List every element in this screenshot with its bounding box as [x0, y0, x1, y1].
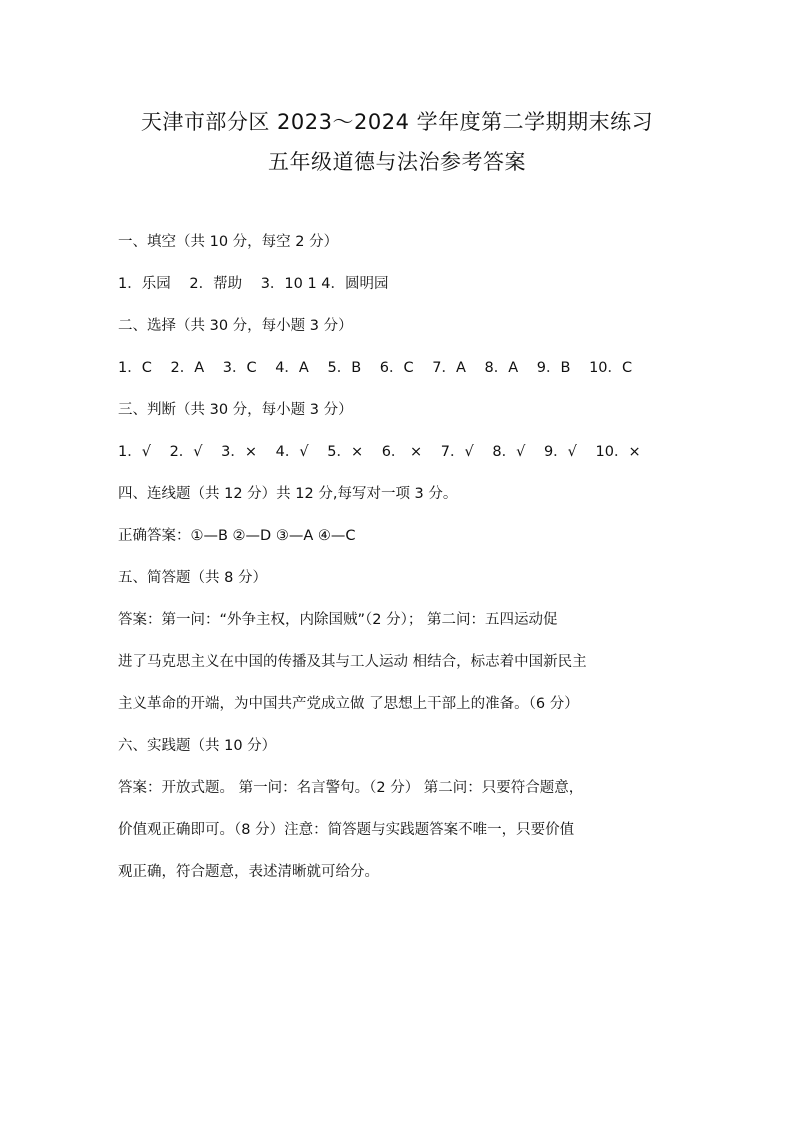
judge-answer: 7．√	[440, 444, 474, 460]
section-practice-heading: 六、实践题（共 10 分）	[118, 738, 277, 754]
choice-answer: 6．C	[379, 360, 414, 376]
choice-answer: 9．B	[536, 360, 571, 376]
choice-answer: 8．A	[484, 360, 519, 376]
short-answer-line: 答案：第一问：“外争主权，内除国贼”（2 分）； 第二问：五四运动促	[118, 612, 558, 628]
judge-answer: 6． ×	[381, 444, 423, 460]
short-answer-line: 主义革命的开端，为中国共产党成立做 了思想上干部上的准备。（6 分）	[118, 696, 579, 712]
section-matching-heading: 四、连线题（共 12 分）共 12 分,每写对一项 3 分。	[118, 486, 458, 502]
practice-answer-line: 答案：开放式题。 第一问：名言警句。（2 分） 第二问：只要符合题意，	[118, 780, 584, 796]
judge-answer: 9．√	[543, 444, 577, 460]
section-short-answer-heading: 五、简答题（共 8 分）	[118, 570, 267, 586]
section-matching-answer: 正确答案：①—B ②—D ③—A ④—C	[118, 528, 356, 544]
choice-answer: 5．B	[327, 360, 362, 376]
choice-answer: 3．C	[222, 360, 257, 376]
choice-answer: 2．A	[170, 360, 205, 376]
choice-answer: 4．A	[275, 360, 309, 376]
judge-answer: 3．×	[221, 444, 258, 460]
judge-answer: 4．√	[275, 444, 309, 460]
judge-answer: 2．√	[169, 444, 203, 460]
short-answer-line: 进了马克思主义在中国的传播及其与工人运动 相结合，标志着中国新民主	[118, 654, 587, 670]
document-subtitle: 五年级道德与法治参考答案	[268, 150, 526, 174]
fill-answer: 2．帮助	[189, 276, 243, 292]
section-fill-answers	[118, 270, 698, 312]
choice-answer: 1．C	[118, 360, 152, 376]
practice-answer-line: 价值观正确即可。（8 分）注意：简答题与实践题答案不唯一，只要价值	[118, 822, 575, 838]
judge-answer: 5．×	[327, 444, 364, 460]
choice-answer: 10．C	[589, 360, 633, 376]
practice-answer-line: 观正确，符合题意，表述清晰就可给分。	[118, 864, 379, 880]
choice-answer: 7．A	[432, 360, 466, 376]
fill-answer: 1．乐园	[118, 276, 171, 292]
fill-answer: 3．10 1 4．圆明园	[260, 276, 389, 292]
answer-content	[118, 228, 698, 900]
section-choice-heading: 二、选择（共 30 分，每小题 3 分）	[118, 318, 353, 334]
section-judge-answers	[118, 438, 698, 480]
judge-answer: 8．√	[492, 444, 526, 460]
section-judge-heading: 三、判断（共 30 分，每小题 3 分）	[118, 402, 353, 418]
section-choice-answers	[118, 354, 698, 396]
judge-answer: 1．√	[118, 444, 151, 460]
document-title: 天津市部分区 2023～2024 学年度第二学期期末练习	[140, 110, 654, 134]
judge-answer: 10．×	[595, 444, 641, 460]
section-fill-heading: 一、填空（共 10 分，每空 2 分）	[118, 234, 339, 250]
